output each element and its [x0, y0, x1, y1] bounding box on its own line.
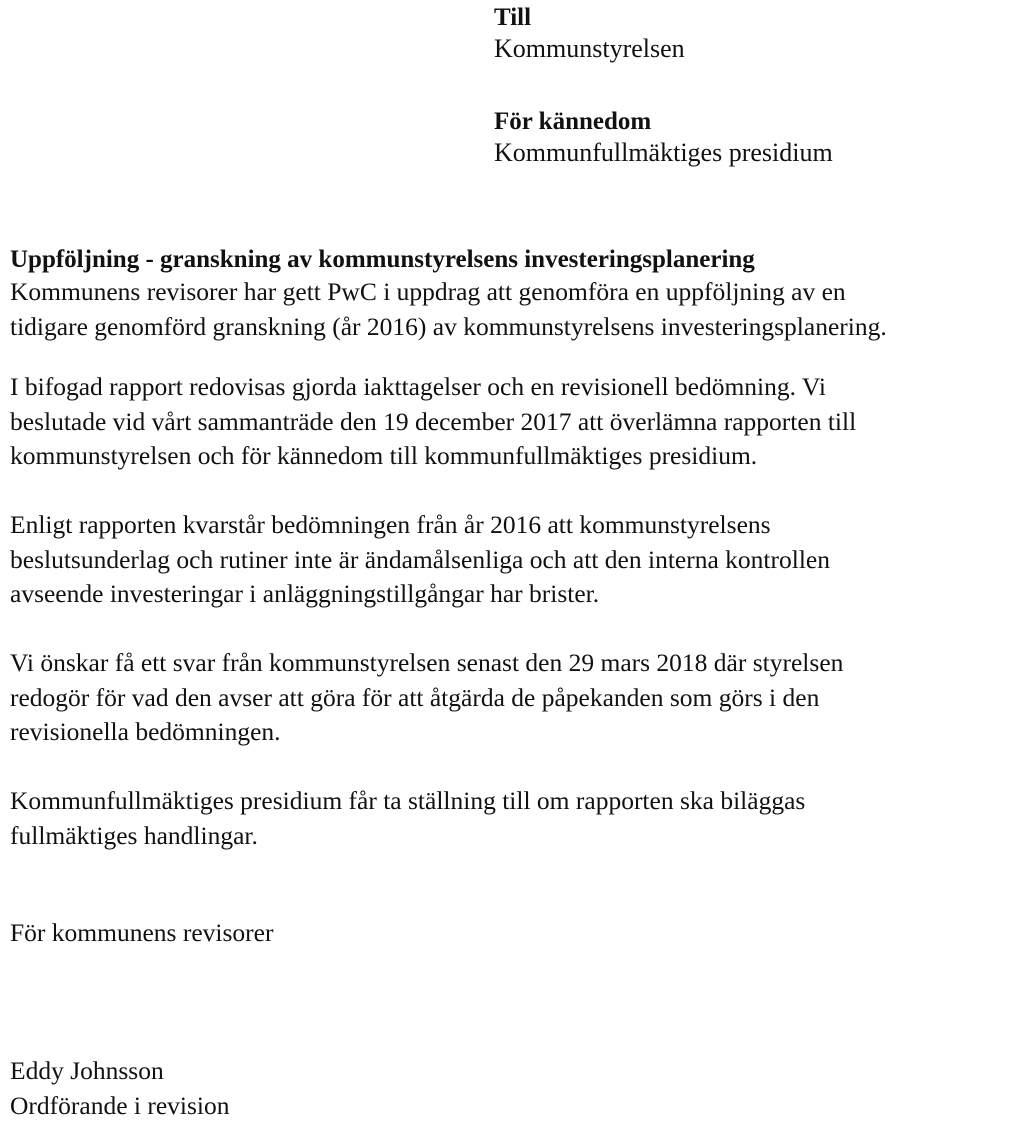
closing-line: För kommunens revisorer [10, 916, 273, 951]
paragraph-presidium [10, 784, 805, 853]
paragraph-response-request [10, 646, 843, 750]
cc-recipient: Kommunfullmäktiges presidium [494, 136, 833, 170]
paragraph-line: Vi önskar få ett svar från kommunstyrelsen senast den 29 mars 2018 där styrelsen [10, 646, 843, 681]
signature-block [10, 1054, 230, 1123]
paragraph-assessment [10, 508, 830, 612]
paragraph-line: Kommunfullmäktiges presidium får ta ställning till om rapporten ska biläggas [10, 784, 805, 819]
paragraph-line: kommunstyrelsen och för kännedom till kommunfullmäktiges presidium. [10, 439, 856, 474]
letter-subject: Uppföljning - granskning av kommunstyrelsens investeringsplanering [10, 244, 755, 276]
paragraph-line: beslutsunderlag och rutiner inte är ändamålsenliga och att den interna kontrollen [10, 543, 830, 578]
to-recipient: Kommunstyrelsen [494, 32, 685, 66]
paragraph-report [10, 370, 856, 474]
paragraph-line: Kommunens revisorer har gett PwC i uppdrag att genomföra en uppföljning av en [10, 275, 887, 310]
paragraph-line: tidigare genomförd granskning (år 2016) av kommunstyrelsens investeringsplanering. [10, 310, 887, 345]
to-label: Till [494, 2, 531, 34]
paragraph-line: redogör för vad den avser att göra för att åtgärda de påpekanden som görs i den [10, 681, 843, 716]
paragraph-assignment [10, 275, 887, 344]
paragraph-line: beslutade vid vårt sammanträde den 19 december 2017 att överlämna rapporten till [10, 405, 856, 440]
paragraph-line: avseende investeringar i anläggningstillgångar har brister. [10, 577, 830, 612]
signatory-title: Ordförande i revision [10, 1089, 230, 1123]
paragraph-line: revisionella bedömningen. [10, 715, 843, 750]
paragraph-line: I bifogad rapport redovisas gjorda iakttagelser och en revisionell bedömning. Vi [10, 370, 856, 405]
paragraph-line: fullmäktiges handlingar. [10, 819, 805, 854]
signatory-name: Eddy Johnsson [10, 1054, 230, 1089]
paragraph-line: Enligt rapporten kvarstår bedömningen från år 2016 att kommunstyrelsens [10, 508, 830, 543]
cc-label: För kännedom [494, 106, 651, 138]
